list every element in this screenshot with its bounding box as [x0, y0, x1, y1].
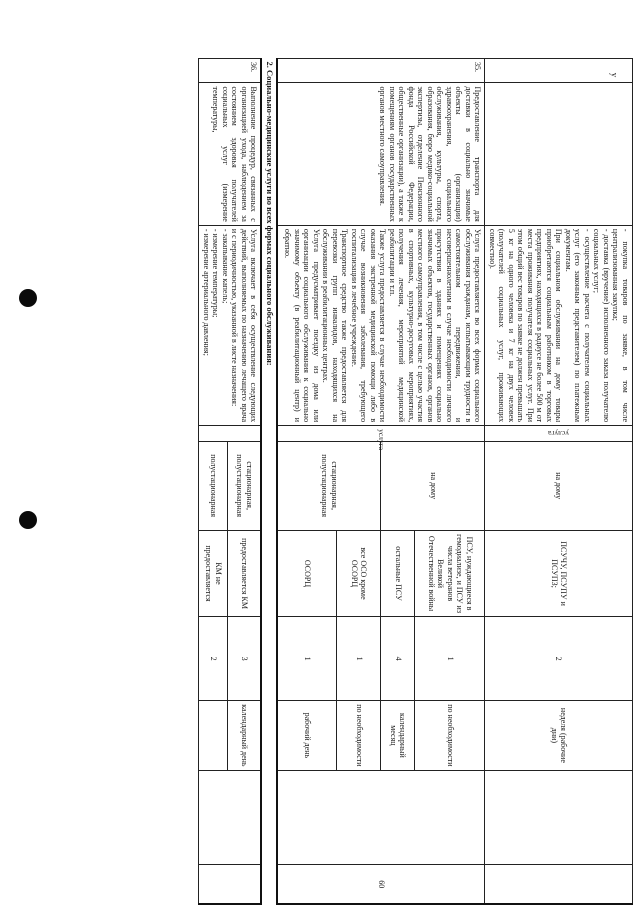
empty-cell: [485, 770, 633, 865]
count-cell: 2: [199, 617, 228, 700]
who-cell: предоставляется КМ: [228, 530, 262, 617]
form-cell: стационарная, полустационарная: [277, 441, 381, 530]
count-cell: 1: [277, 617, 337, 700]
desc-line: При социальном обслуживании на дому товары приобретаются социальным работником в торговых предприятиях, находящихся в радиусе не более 500 м от места проживания получателя социальных услуг. При этом общий вес товаров по заявке не должен превышать 5 кг на одного человека и 7 кг на двух человек (получателей социальных услуг, проживающих совместно).: [488, 228, 564, 423]
period-cell: по необходимости: [415, 700, 485, 770]
count-cell: 2: [485, 617, 633, 700]
desc-line: - осуществление расчета с получателем социальных услуг (его законным представителем) по платежным документам.: [564, 228, 592, 423]
period-cell: по необходимости: [337, 700, 381, 770]
desc-line: - доставка (вручение) исполненного заказа получателю социальных услуг;: [592, 228, 611, 423]
desc-line: Также услуга предоставляется в случае необходимости оказания экстренной медицинской помощи либо в случае возникновения заболевания, требующего госпитализации в лечебное учреждение.: [350, 228, 388, 423]
num-cell: 35.: [277, 59, 485, 83]
punch-hole-top: [19, 289, 37, 307]
num-cell: 36.: [199, 59, 262, 83]
name-cell: [485, 83, 633, 225]
desc-line: - измерение температуры;: [211, 228, 221, 318]
count-cell: 1: [415, 617, 485, 700]
desc-line: Услуга предоставляется во всех формах социального обслуживания гражданам, испытывающим трудности в самостоятельном передвижении, и несовершеннолетним в случае необходимости личного присутствия в зданиях и помещениях социально значимых объектов, государственных органов, органов местного самоуправления, в том числе с целью участия в спортивных, культурно-досуговых мероприятиях, получения лечения, мероприятий медицинской реабилитации и т.п.: [388, 228, 483, 423]
desc-line: Услуга предусматривает поездку из дома или организации социального обслуживания к социально значимому объекту (в реабилитационный центр) и обратно.: [283, 228, 321, 423]
price-cell: [199, 865, 262, 904]
empty-cell: [199, 770, 262, 865]
form-cell: на дому: [485, 441, 633, 530]
period-cell: календарный месяц: [381, 700, 415, 770]
desc-line: Услуга включает в себя осуществление следующих действий, выполняемых по назначению лечащего врача и с периодичностью, указанной в листе назначения:: [230, 228, 259, 423]
form-cell: на дому: [381, 441, 485, 530]
unit-cell: [199, 426, 262, 442]
section-2-row: [262, 59, 278, 905]
form-cell: стационарная, полустационарная: [228, 441, 262, 530]
desc-line: - измерение артериального давления;: [202, 228, 211, 356]
services-table-page: [202, 58, 633, 905]
count-cell: 1: [337, 617, 381, 700]
who-cell: остальные ПСУ: [381, 530, 415, 617]
empty-cell: [277, 770, 485, 865]
name-cell: Выполнение процедур, связанных с организацией ухода, наблюдением за состоянием здоровья получателей социальных услуг (измерение температуры,: [199, 83, 262, 225]
punch-hole-bottom: [19, 511, 37, 529]
desc-line: - покупка товаров по заявке, в том числе централизованная закупка;: [611, 228, 630, 423]
period-cell: рабочий день: [277, 700, 337, 770]
who-cell: ПСУ, нуждающиеся в гемодиализе, и ПСУ из числа ветеранов Великой Отечественной войны: [415, 530, 485, 617]
period-cell: неделя (рабочие дни): [485, 700, 633, 770]
desc-line: - закапывание капель;: [221, 228, 230, 304]
table-row-prev: [485, 59, 633, 905]
price-cell: 60: [277, 865, 485, 904]
period-cell: [199, 700, 228, 770]
count-cell: 4: [381, 617, 415, 700]
count-cell: 3: [228, 617, 262, 700]
services-table: [199, 58, 633, 905]
section-2-title: 2. Социально-медицинские услуги во всех формах социального обслуживания:: [262, 59, 278, 905]
unit-cell: услуга: [485, 426, 633, 442]
price-cell: [485, 865, 633, 904]
unit-cell: услуга: [277, 426, 485, 442]
form-cell: полустационарная: [199, 441, 228, 530]
table-row-36a: [228, 59, 262, 905]
num-cell: [485, 59, 633, 83]
desc-cell: [485, 225, 633, 425]
desc-line: Транспортное средство также предоставляется для перевозки групп инвалидов, находящихся на обслуживании в реабилитационных центрах.: [321, 228, 350, 423]
who-cell: КМ не предоставляется: [199, 530, 228, 617]
desc-cell: [199, 225, 262, 425]
period-cell: календарный день: [228, 700, 262, 770]
who-cell: все ОСО кроме ОСОРЦ: [337, 530, 381, 617]
table-row-35a: [415, 59, 485, 905]
who-cell: ПСУЧУ, ПСУПУ и ПСУПЗ;: [485, 530, 633, 617]
who-cell: ОСОРЦ: [277, 530, 337, 617]
desc-cell: [277, 225, 485, 425]
name-cell: Предоставление транспорта для доставки в социально значимые объекты (организации) здравоохранения, социального обслуживания, культуры, спорта, образования, бюро медико-социальной экспертизы, отделение Пенсионного фонда Российской Федерации, общественные организации), а также к помещениям органов государственных органов местного самоуправления.: [277, 83, 485, 225]
page-mark: у: [609, 72, 620, 78]
